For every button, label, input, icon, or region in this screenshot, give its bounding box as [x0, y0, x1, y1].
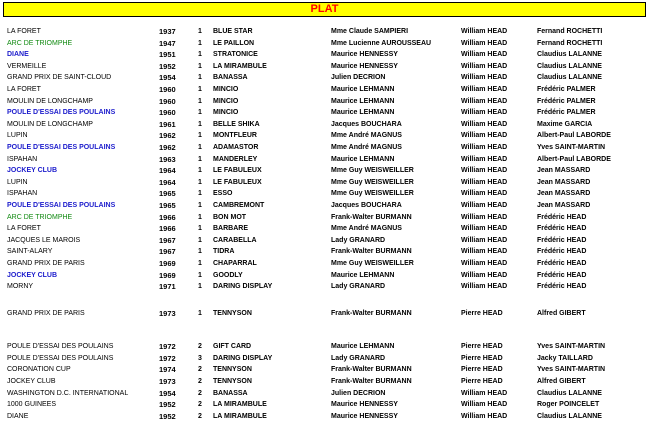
table-row	[0, 223, 650, 234]
place-cell: 1	[198, 156, 202, 163]
horse-cell: DARING DISPLAY	[213, 355, 273, 362]
year-cell: 1962	[159, 143, 176, 152]
horse-cell: CARABELLA	[213, 237, 257, 244]
trainer-cell: Frédéric PALMER	[537, 86, 596, 93]
place-cell: 1	[198, 132, 202, 139]
year-cell: 1937	[159, 27, 176, 36]
jockey-cell: William HEAD	[461, 214, 508, 221]
race-cell: LA FORET	[7, 86, 41, 93]
horse-cell: GOODLY	[213, 272, 243, 279]
place-cell: 1	[198, 225, 202, 232]
owner-cell: Mme Claude SAMPIERI	[331, 28, 409, 35]
jockey-cell: William HEAD	[461, 202, 508, 209]
horse-cell: LA MIRAMBULE	[213, 413, 267, 420]
race-cell: GRAND PRIX DE SAINT-CLOUD	[7, 74, 112, 81]
horse-cell: LE FABULEUX	[213, 167, 262, 174]
horse-cell: MANDERLEY	[213, 156, 258, 163]
place-cell: 1	[198, 144, 202, 151]
place-cell: 1	[198, 40, 202, 47]
owner-cell: Frank-Walter BURMANN	[331, 310, 412, 317]
owner-cell: Lady GRANARD	[331, 283, 386, 290]
trainer-cell: Yves SAINT-MARTIN	[537, 366, 606, 373]
race-cell: DIANE	[7, 413, 29, 420]
place-cell: 1	[198, 179, 202, 186]
race-cell: GRAND PRIX DE PARIS	[7, 310, 85, 317]
race-cell: MOULIN DE LONGCHAMP	[7, 98, 93, 105]
owner-cell: Maurice HENNESSY	[331, 401, 398, 408]
place-cell: 2	[198, 413, 202, 420]
place-cell: 1	[198, 237, 202, 244]
trainer-cell: Frédéric HEAD	[537, 260, 587, 267]
owner-cell: Maurice LEHMANN	[331, 86, 395, 93]
place-cell: 1	[198, 214, 202, 221]
place-cell: 1	[198, 98, 202, 105]
jockey-cell: William HEAD	[461, 40, 508, 47]
race-cell: JOCKEY CLUB	[7, 378, 56, 385]
year-cell: 1966	[159, 213, 176, 222]
table-row	[0, 84, 650, 95]
horse-cell: LA MIRAMBULE	[213, 401, 267, 408]
table-row	[0, 376, 650, 387]
owner-cell: Frank-Walter BURMANN	[331, 366, 412, 373]
trainer-cell: Frédéric PALMER	[537, 98, 596, 105]
year-cell: 1966	[159, 224, 176, 233]
place-cell: 2	[198, 378, 202, 385]
horse-cell: BON MOT	[213, 214, 247, 221]
table-row	[0, 142, 650, 153]
table-row	[0, 281, 650, 292]
year-cell: 1965	[159, 189, 176, 198]
owner-cell: Mme Guy WEISWEILLER	[331, 190, 414, 197]
horse-cell: LE FABULEUX	[213, 179, 262, 186]
horse-cell: MINCIO	[213, 98, 239, 105]
trainer-cell: Jean MASSARD	[537, 190, 591, 197]
horse-cell: GIFT CARD	[213, 343, 252, 350]
jockey-cell: William HEAD	[461, 179, 508, 186]
owner-cell: Lady GRANARD	[331, 355, 386, 362]
place-cell: 1	[198, 202, 202, 209]
owner-cell: Maurice LEHMANN	[331, 109, 395, 116]
table-row	[0, 235, 650, 246]
trainer-cell: Frédéric HEAD	[537, 272, 587, 279]
trainer-cell: Alfred GIBERT	[537, 310, 586, 317]
year-cell: 1960	[159, 108, 176, 117]
year-cell: 1951	[159, 50, 176, 59]
place-cell: 2	[198, 343, 202, 350]
place-cell: 1	[198, 248, 202, 255]
horse-cell: CHAPARRAL	[213, 260, 257, 267]
jockey-cell: William HEAD	[461, 156, 508, 163]
place-cell: 1	[198, 63, 202, 70]
race-cell: ISPAHAN	[7, 156, 38, 163]
race-cell: JOCKEY CLUB	[7, 167, 58, 174]
table-row	[0, 353, 650, 364]
owner-cell: Frank-Walter BURMANN	[331, 378, 412, 385]
year-cell: 1960	[159, 97, 176, 106]
horse-cell: BLUE STAR	[213, 28, 253, 35]
table-row	[0, 26, 650, 37]
owner-cell: Frank-Walter BURMANN	[331, 214, 412, 221]
trainer-cell: Albert-Paul LABORDE	[537, 132, 611, 139]
race-cell: POULE D'ESSAI DES POULAINS	[7, 355, 114, 362]
jockey-cell: William HEAD	[461, 144, 508, 151]
year-cell: 1969	[159, 271, 176, 280]
race-cell: LA FORET	[7, 225, 41, 232]
race-cell: 1000 GUINEES	[7, 401, 57, 408]
trainer-cell: Jean MASSARD	[537, 179, 591, 186]
year-cell: 1952	[159, 62, 176, 71]
jockey-cell: William HEAD	[461, 225, 508, 232]
trainer-cell: Jacky TAILLARD	[537, 355, 593, 362]
owner-cell: Frank-Walter BURMANN	[331, 248, 412, 255]
trainer-cell: Frédéric PALMER	[537, 109, 596, 116]
owner-cell: Julien DECRION	[331, 390, 386, 397]
owner-cell: Maurice HENNESSY	[331, 51, 398, 58]
owner-cell: Maurice LEHMANN	[331, 156, 395, 163]
owner-cell: Mme Guy WEISWEILLER	[331, 167, 414, 174]
table-row	[0, 165, 650, 176]
jockey-cell: William HEAD	[461, 121, 508, 128]
race-cell: MORNY	[7, 283, 34, 290]
year-cell: 1960	[159, 85, 176, 94]
place-cell: 2	[198, 390, 202, 397]
horse-cell: ESSO	[213, 190, 233, 197]
jockey-cell: William HEAD	[461, 132, 508, 139]
table-row	[0, 364, 650, 375]
place-cell: 1	[198, 272, 202, 279]
trainer-cell: Jean MASSARD	[537, 202, 591, 209]
horse-cell: BANASSA	[213, 390, 248, 397]
place-cell: 1	[198, 74, 202, 81]
year-cell: 1964	[159, 178, 176, 187]
race-cell: LUPIN	[7, 132, 28, 139]
horse-cell: ADAMASTOR	[213, 144, 259, 151]
race-cell: LA FORET	[7, 28, 41, 35]
race-cell: CORONATION CUP	[7, 366, 71, 373]
jockey-cell: William HEAD	[461, 248, 508, 255]
table-row	[0, 200, 650, 211]
jockey-cell: William HEAD	[461, 237, 508, 244]
year-cell: 1973	[159, 377, 176, 386]
race-cell: DIANE	[7, 51, 29, 58]
race-cell: ARC DE TRIOMPHE	[7, 214, 73, 221]
trainer-cell: Maxime GARCIA	[537, 121, 593, 128]
table-row	[0, 388, 650, 399]
horse-cell: BARBARE	[213, 225, 248, 232]
owner-cell: Maurice HENNESSY	[331, 63, 398, 70]
owner-cell: Jacques BOUCHARA	[331, 121, 402, 128]
race-cell: POULE D'ESSAI DES POULAINS	[7, 109, 116, 116]
trainer-cell: Claudius LALANNE	[537, 390, 602, 397]
place-cell: 1	[198, 283, 202, 290]
jockey-cell: Pierre HEAD	[461, 378, 503, 385]
race-cell: GRAND PRIX DE PARIS	[7, 260, 85, 267]
horse-cell: LA MIRAMBULE	[213, 63, 267, 70]
place-cell: 1	[198, 28, 202, 35]
page-title: PLAT	[3, 2, 646, 17]
jockey-cell: William HEAD	[461, 86, 508, 93]
trainer-cell: Alfred GIBERT	[537, 378, 586, 385]
table-row	[0, 38, 650, 49]
trainer-cell: Frédéric HEAD	[537, 283, 587, 290]
horse-cell: TENNYSON	[213, 366, 252, 373]
trainer-cell: Fernand ROCHETTI	[537, 40, 603, 47]
place-cell: 2	[198, 401, 202, 408]
table-row	[0, 49, 650, 60]
horse-cell: STRATONICE	[213, 51, 258, 58]
jockey-cell: Pierre HEAD	[461, 366, 503, 373]
horse-cell: BANASSA	[213, 74, 248, 81]
trainer-cell: Fernand ROCHETTI	[537, 28, 603, 35]
place-cell: 1	[198, 310, 202, 317]
table-row	[0, 177, 650, 188]
table-row	[0, 411, 650, 422]
owner-cell: Maurice LEHMANN	[331, 343, 395, 350]
horse-cell: MINCIO	[213, 86, 239, 93]
jockey-cell: William HEAD	[461, 74, 508, 81]
year-cell: 1954	[159, 73, 176, 82]
year-cell: 1952	[159, 400, 176, 409]
place-cell: 1	[198, 109, 202, 116]
table-row	[0, 72, 650, 83]
place-cell: 1	[198, 86, 202, 93]
jockey-cell: William HEAD	[461, 272, 508, 279]
race-cell: MOULIN DE LONGCHAMP	[7, 121, 93, 128]
jockey-cell: William HEAD	[461, 401, 508, 408]
race-cell: JOCKEY CLUB	[7, 272, 58, 279]
table-row	[0, 212, 650, 223]
place-cell: 1	[198, 190, 202, 197]
horse-cell: CAMBREMONT	[213, 202, 265, 209]
year-cell: 1967	[159, 236, 176, 245]
jockey-cell: William HEAD	[461, 390, 508, 397]
table-row	[0, 341, 650, 352]
race-cell: LUPIN	[7, 179, 28, 186]
jockey-cell: William HEAD	[461, 28, 508, 35]
table-row	[0, 130, 650, 141]
owner-cell: Maurice LEHMANN	[331, 272, 395, 279]
owner-cell: Mme André MAGNUS	[331, 225, 402, 232]
owner-cell: Mme André MAGNUS	[331, 144, 402, 151]
jockey-cell: William HEAD	[461, 63, 508, 70]
owner-cell: Lady GRANARD	[331, 237, 386, 244]
owner-cell: Maurice LEHMANN	[331, 98, 395, 105]
place-cell: 1	[198, 260, 202, 267]
trainer-cell: Claudius LALANNE	[537, 51, 602, 58]
table-row	[0, 258, 650, 269]
owner-cell: Mme Guy WEISWEILLER	[331, 179, 414, 186]
year-cell: 1963	[159, 155, 176, 164]
year-cell: 1967	[159, 247, 176, 256]
place-cell: 1	[198, 167, 202, 174]
race-cell: VERMEILLE	[7, 63, 47, 70]
year-cell: 1947	[159, 39, 176, 48]
owner-cell: Mme Guy WEISWEILLER	[331, 260, 414, 267]
horse-cell: TIDRA	[213, 248, 235, 255]
table-row	[0, 96, 650, 107]
jockey-cell: William HEAD	[461, 190, 508, 197]
table-row	[0, 119, 650, 130]
table-row	[0, 270, 650, 281]
horse-cell: TENNYSON	[213, 310, 252, 317]
race-cell: ARC DE TRIOMPHE	[7, 40, 73, 47]
jockey-cell: Pierre HEAD	[461, 343, 503, 350]
table-row	[0, 399, 650, 410]
owner-cell: Maurice HENNESSY	[331, 413, 398, 420]
year-cell: 1964	[159, 166, 176, 175]
table-row	[0, 107, 650, 118]
jockey-cell: William HEAD	[461, 109, 508, 116]
year-cell: 1971	[159, 282, 176, 291]
table-row	[0, 154, 650, 165]
jockey-cell: William HEAD	[461, 51, 508, 58]
trainer-cell: Albert-Paul LABORDE	[537, 156, 611, 163]
place-cell: 1	[198, 121, 202, 128]
table-row	[0, 246, 650, 257]
place-cell: 3	[198, 355, 202, 362]
trainer-cell: Claudius LALANNE	[537, 74, 602, 81]
jockey-cell: William HEAD	[461, 413, 508, 420]
trainer-cell: Frédéric HEAD	[537, 248, 587, 255]
year-cell: 1972	[159, 354, 176, 363]
year-cell: 1952	[159, 412, 176, 421]
year-cell: 1954	[159, 389, 176, 398]
race-cell: ISPAHAN	[7, 190, 38, 197]
owner-cell: Julien DECRION	[331, 74, 386, 81]
trainer-cell: Yves SAINT-MARTIN	[537, 343, 606, 350]
owner-cell: Mme André MAGNUS	[331, 132, 402, 139]
trainer-cell: Claudius LALANNE	[537, 63, 602, 70]
trainer-cell: Roger POINCELET	[537, 401, 600, 408]
jockey-cell: William HEAD	[461, 167, 508, 174]
horse-cell: TENNYSON	[213, 378, 252, 385]
horse-cell: BELLE SHIKA	[213, 121, 260, 128]
race-cell: POULE D'ESSAI DES POULAINS	[7, 202, 116, 209]
jockey-cell: Pierre HEAD	[461, 310, 503, 317]
race-cell: POULE D'ESSAI DES POULAINS	[7, 144, 116, 151]
jockey-cell: William HEAD	[461, 98, 508, 105]
year-cell: 1965	[159, 201, 176, 210]
jockey-cell: William HEAD	[461, 260, 508, 267]
jockey-cell: Pierre HEAD	[461, 355, 503, 362]
year-cell: 1969	[159, 259, 176, 268]
year-cell: 1962	[159, 131, 176, 140]
owner-cell: Jacques BOUCHARA	[331, 202, 402, 209]
table-row	[0, 308, 650, 319]
year-cell: 1974	[159, 365, 176, 374]
year-cell: 1973	[159, 309, 176, 318]
horse-cell: MINCIO	[213, 109, 239, 116]
trainer-cell: Frédéric HEAD	[537, 237, 587, 244]
trainer-cell: Yves SAINT-MARTIN	[537, 144, 606, 151]
year-cell: 1961	[159, 120, 176, 129]
trainer-cell: Jean MASSARD	[537, 167, 591, 174]
table-row	[0, 61, 650, 72]
trainer-cell: Frédéric HEAD	[537, 225, 587, 232]
jockey-cell: William HEAD	[461, 283, 508, 290]
race-cell: SAINT-ALARY	[7, 248, 53, 255]
horse-cell: MONTFLEUR	[213, 132, 257, 139]
horse-cell: LE PAILLON	[213, 40, 255, 47]
horse-cell: DARING DISPLAY	[213, 283, 273, 290]
race-cell: POULE D'ESSAI DES POULAINS	[7, 343, 114, 350]
place-cell: 1	[198, 51, 202, 58]
owner-cell: Mme Lucienne AUROUSSEAU	[331, 40, 432, 47]
table-row	[0, 188, 650, 199]
year-cell: 1972	[159, 342, 176, 351]
race-cell: WASHINGTON D.C. INTERNATIONAL	[7, 390, 129, 397]
trainer-cell: Frédéric HEAD	[537, 214, 587, 221]
trainer-cell: Claudius LALANNE	[537, 413, 602, 420]
race-cell: JACQUES LE MAROIS	[7, 237, 81, 244]
place-cell: 2	[198, 366, 202, 373]
